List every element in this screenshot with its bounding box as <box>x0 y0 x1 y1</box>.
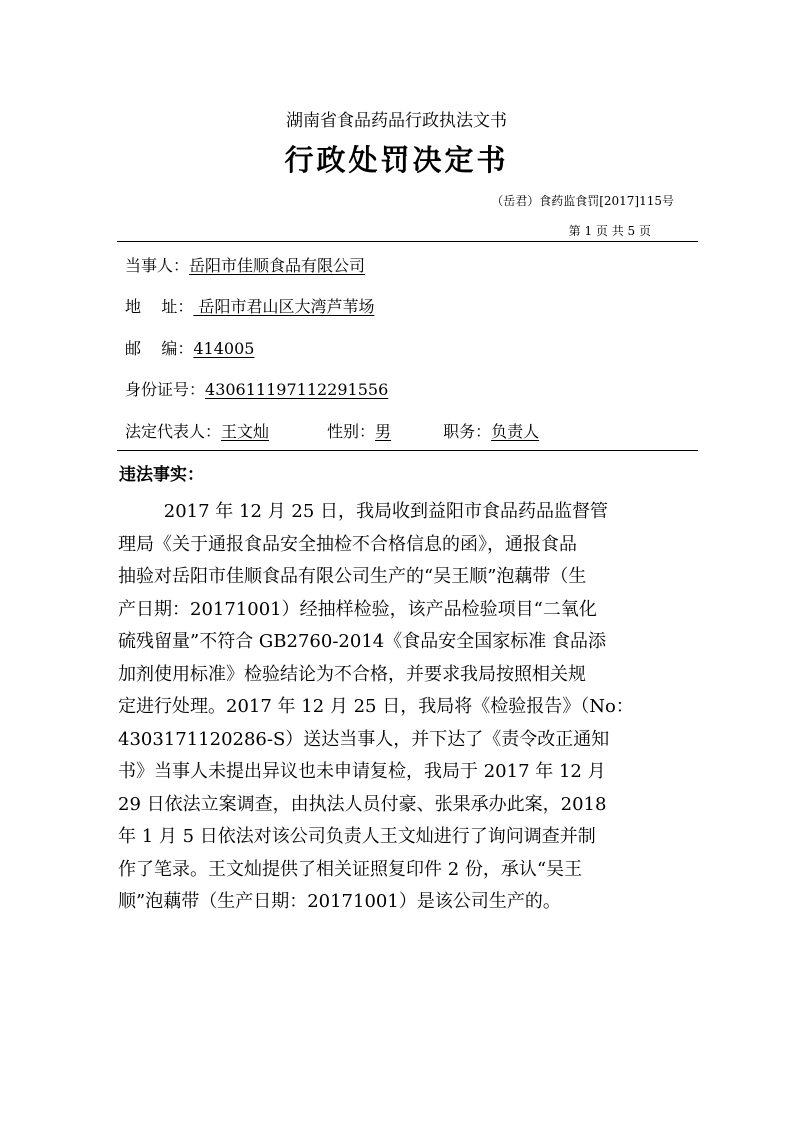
document-header: 湖南省食品药品行政执法文书 <box>286 111 507 131</box>
party-name-row <box>125 253 365 276</box>
facts-line: 29 日依法立案调查，由执法人员付豪、张果承办此案，2018 <box>118 793 607 815</box>
facts-line: 顺”泡藕带（生产日期：20171001）是该公司生产的。 <box>118 891 561 912</box>
gender-label: 性别： <box>327 422 376 441</box>
postcode-label: 邮 编： <box>125 339 194 358</box>
representative-label: 法定代表人： <box>125 422 222 441</box>
document-title: 行政处罚决定书 <box>284 143 509 177</box>
facts-line: 加剂使用标准》检验结论为不合格，并要求我局按照相关规 <box>118 663 586 685</box>
representative-row <box>125 419 539 442</box>
address-value: 岳阳市君山区大湾芦苇场 <box>193 297 375 316</box>
page-info: 第 1 页 共 5 页 <box>568 224 651 238</box>
facts-body <box>118 496 678 919</box>
representative-value: 王文灿 <box>221 422 270 441</box>
facts-line: 抽验对岳阳市佳顺食品有限公司生产的“吴王顺”泡藕带（生 <box>118 566 587 587</box>
facts-line: 定进行处理。2017 年 12 月 25 日，我局将《检验报告》（No： <box>118 696 634 717</box>
id-number-value: 430611197112291556 <box>205 380 389 399</box>
address-label: 地 址： <box>125 297 194 316</box>
document-number: （岳君）食药监食罚[2017]115号 <box>491 194 674 208</box>
party-name-value: 岳阳市佳顺食品有限公司 <box>189 256 366 275</box>
postcode-row <box>125 336 254 359</box>
facts-line: 理局《关于通报食品安全抽检不合格信息的函》，通报食品 <box>118 533 577 555</box>
address-row <box>125 294 374 317</box>
position-label: 职务： <box>443 422 492 441</box>
facts-line: 产日期：20171001）经抽样检验，该产品检验项目“二氧化 <box>118 598 597 620</box>
party-name-label: 当事人： <box>125 256 190 275</box>
id-number-label: 身份证号： <box>125 380 206 399</box>
position-value: 负责人 <box>491 422 540 441</box>
facts-line: 年 1 月 5 日依法对该公司负责人王文灿进行了询问调查并制 <box>118 826 596 847</box>
id-number-row <box>125 377 388 400</box>
facts-line: 书》当事人未提出异议也未申请复检，我局于 2017 年 12 月 <box>118 761 606 782</box>
facts-line: 4303171120286-S）送达当事人，并下达了《责令改正通知 <box>118 728 610 750</box>
divider-bottom <box>117 450 698 451</box>
postcode-value: 414005 <box>193 339 255 358</box>
facts-line: 作了笔录。王文灿提供了相关证照复印件 2 份，承认“吴王 <box>118 858 583 880</box>
facts-heading: 违法事实： <box>119 465 204 485</box>
divider-top <box>117 241 698 242</box>
facts-line: 2017 年 12 月 25 日，我局收到益阳市食品药品监督管 <box>118 501 608 522</box>
gender-value: 男 <box>375 422 392 441</box>
facts-line: 硫残留量”不符合 GB2760-2014《食品安全国家标准 食品添 <box>118 631 606 652</box>
